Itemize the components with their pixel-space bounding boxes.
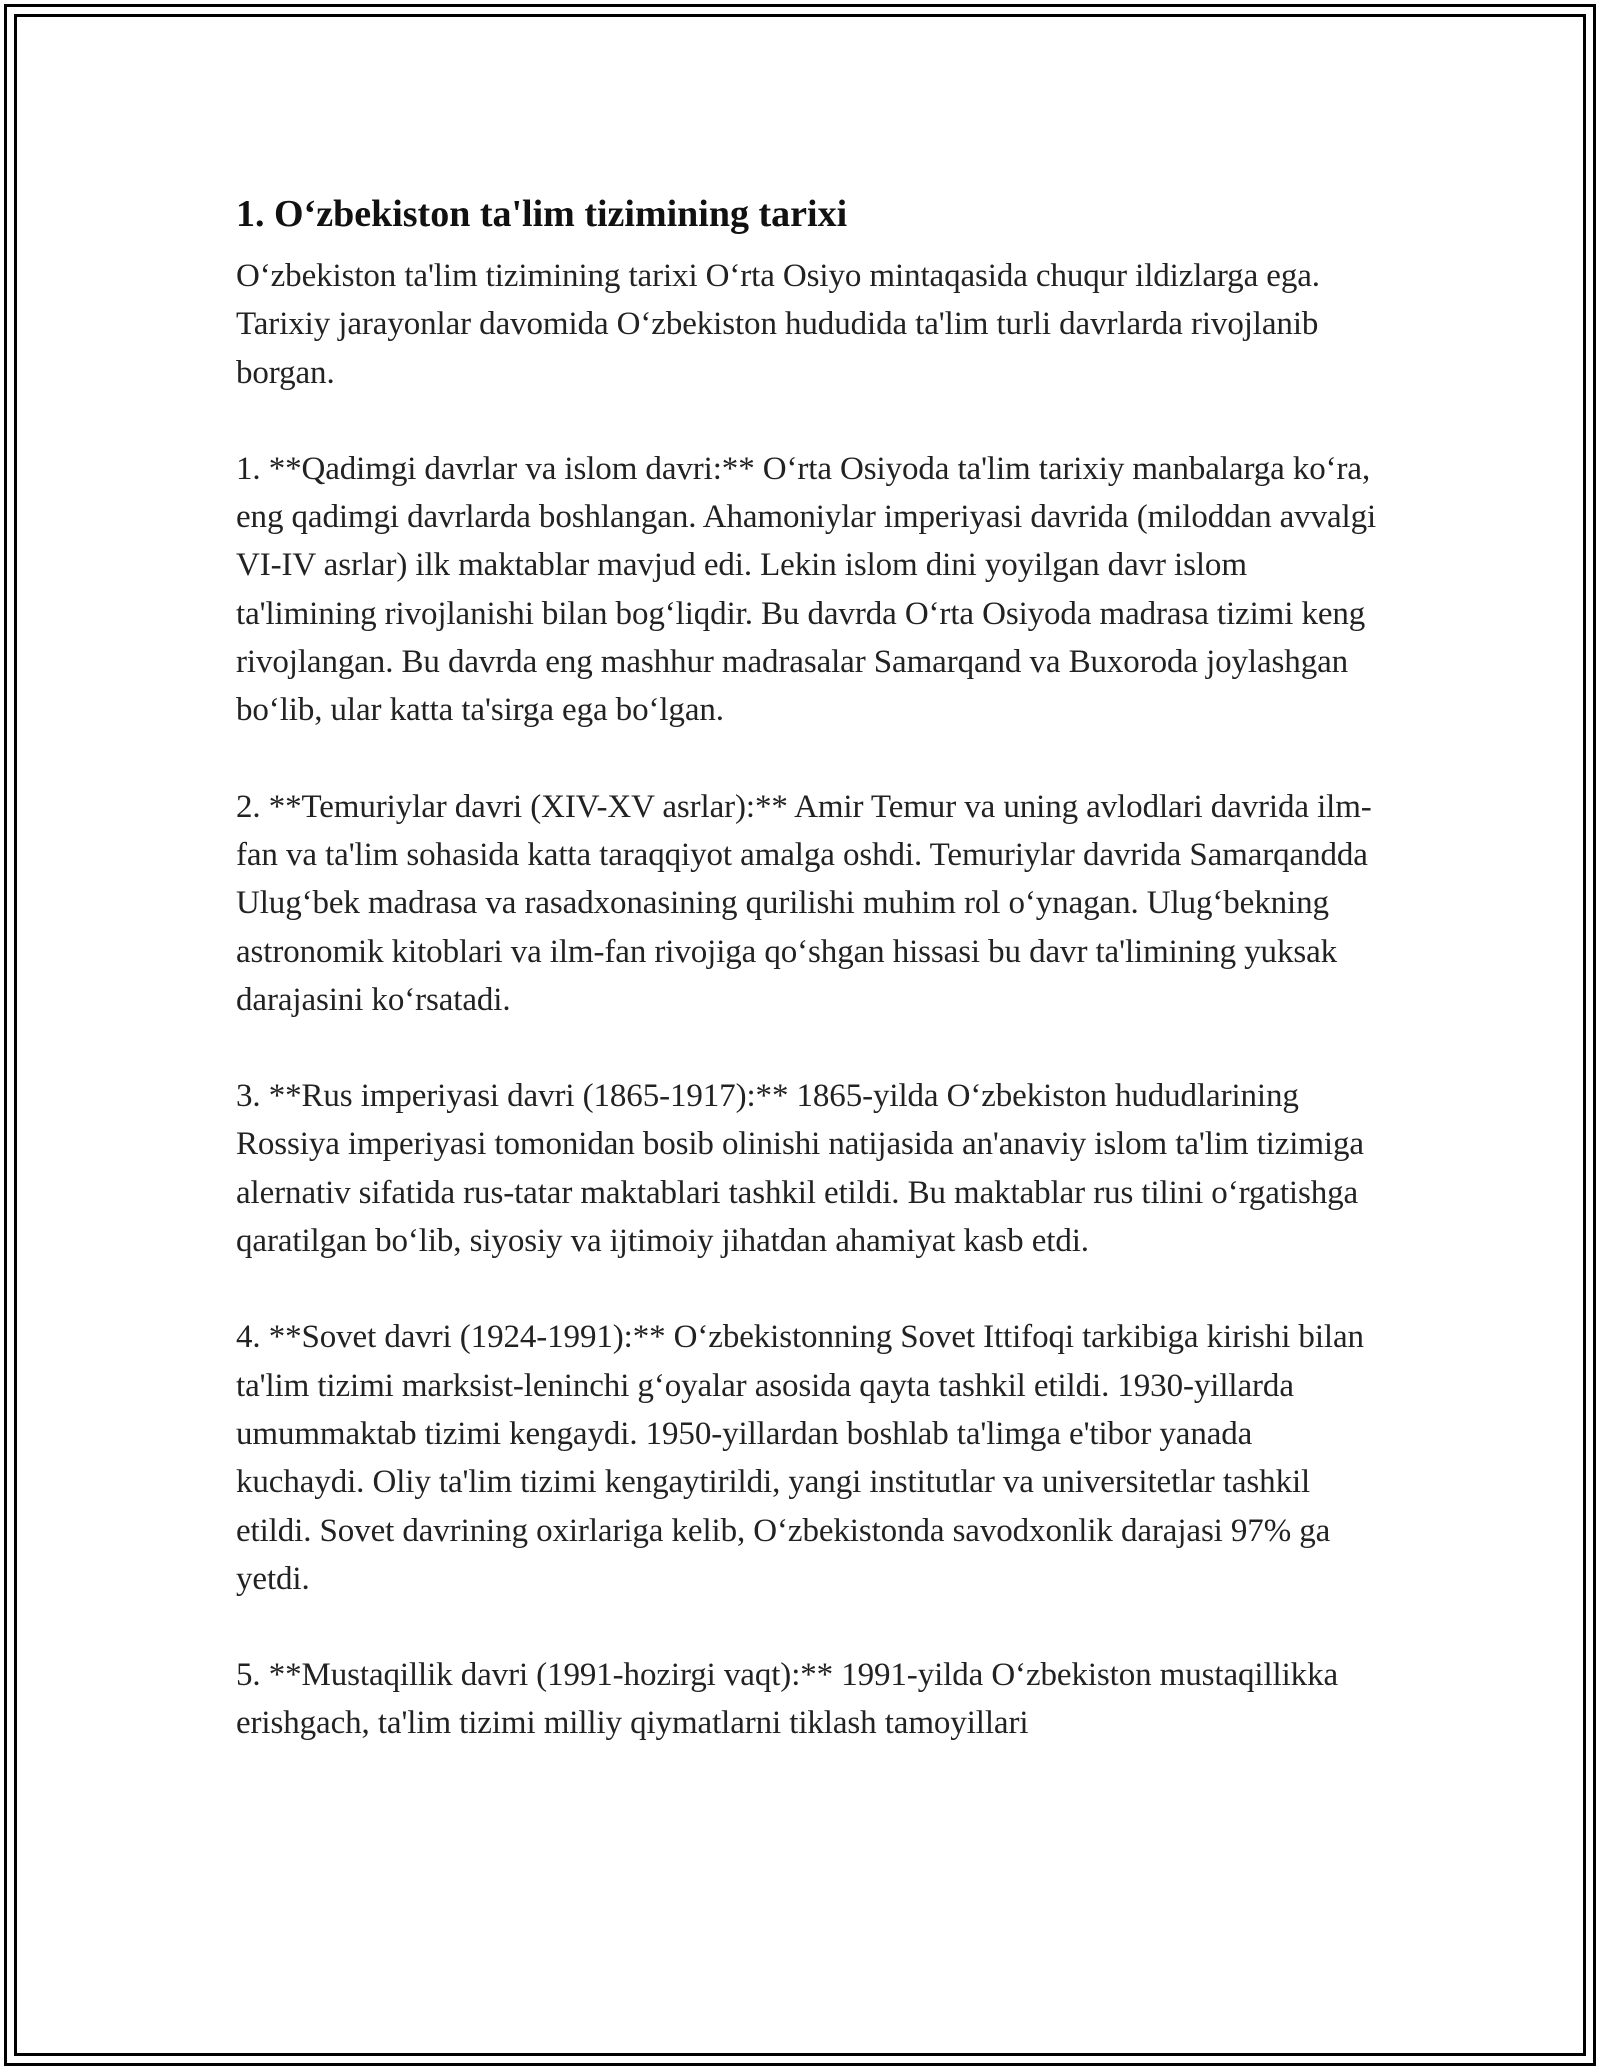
document-body bbox=[236, 186, 1386, 1796]
paragraph-timurid-period: 2. **Temuriylar davri (XIV-XV asrlar):** Amir Temur va uning avlodlari davrida ilm-fan va ta'lim sohasida katta taraqqiyot amalga oshdi. Temuriylar davrida Samarqandda Ulug‘bek madrasa va rasadxonasining qurilishi muhim rol o‘ynagan. Ulug‘bekning astronomik kitoblari va ilm-fan rivojiga qo‘shgan hissasi bu davr ta'limining yuksak darajasini ko‘rsatadi. bbox=[236, 788, 1372, 1018]
section-heading: 1. O‘zbekiston ta'lim tizimining tarixi bbox=[236, 193, 848, 235]
intro-paragraph: O‘zbekiston ta'lim tizimining tarixi O‘rta Osiyo mintaqasida chuqur ildizlarga ega. Tarixiy jarayonlar davomida O‘zbekiston hududida ta'lim turli davrlarda rivojlanib borgan. bbox=[236, 258, 1320, 391]
paragraph-russian-empire-period: 3. **Rus imperiyasi davri (1865-1917):** 1865-yilda O‘zbekiston hududlarining Rossiya imperiyasi tomonidan bosib olinishi natijasida an'anaviy islom ta'lim tizimiga alernativ sifatida rus-tatar maktablari tashkil etildi. Bu maktablar rus tilini o‘rgatishga qaratilgan bo‘lib, siyosiy va ijtimoiy jihatdan ahamiyat kasb etdi. bbox=[236, 1078, 1364, 1260]
paragraph-ancient-islamic-period: 1. **Qadimgi davrlar va islom davri:** O‘rta Osiyoda ta'lim tarixiy manbalarga ko‘ra, eng qadimgi davrlarda boshlangan. Ahamoniylar imperiyasi davrida (miloddan avvalgi VI-IV asrlar) ilk maktablar mavjud edi. Lekin islom dini yoyilgan davr islom ta'limining rivojlanishi bilan bog‘liqdir. Bu davrda O‘rta Osiyoda madrasa tizimi keng rivojlangan. Bu davrda eng mashhur madrasalar Samarqand va Buxoroda joylashgan bo‘lib, ular katta ta'sirga ega bo‘lgan. bbox=[236, 450, 1377, 729]
paragraph-independence-period: 5. **Mustaqillik davri (1991-hozirgi vaqt):** 1991-yilda O‘zbekiston mustaqillikka erishgach, ta'lim tizimi milliy qiymatlarni tiklash tamoyillari bbox=[236, 1657, 1339, 1742]
paragraph-soviet-period: 4. **Sovet davri (1924-1991):** O‘zbekistonning Sovet Ittifoqi tarkibiga kirishi bilan ta'lim tizimi marksist-leninchi g‘oyalar asosida qayta tashkil etildi. 1930-yillarda umummaktab tizimi kengaydi. 1950-yillardan boshlab ta'limga e'tibor yanada kuchaydi. Oliy ta'lim tizimi kengaytirildi, yangi institutlar va universitetlar tashkil etildi. Sovet davrining oxirlariga kelib, O‘zbekistonda savodxonlik darajasi 97% ga yetdi. bbox=[236, 1319, 1364, 1597]
